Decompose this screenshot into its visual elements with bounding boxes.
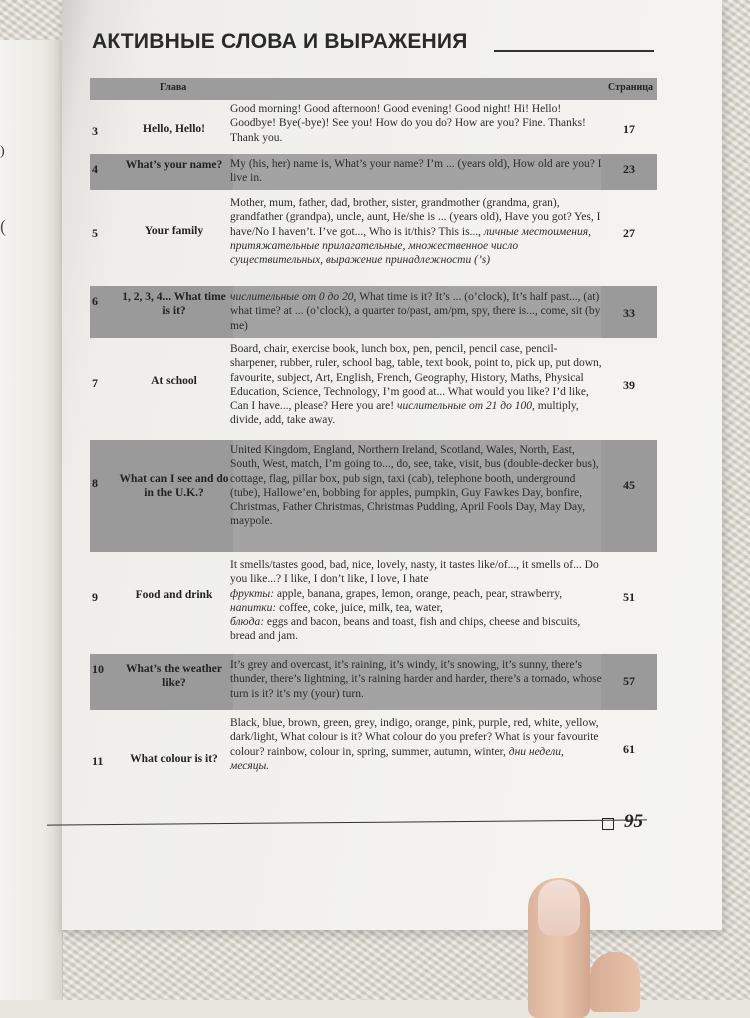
- row-number: 8: [92, 476, 98, 490]
- book-page: [62, 0, 722, 930]
- left-page-mark: ): [0, 144, 5, 159]
- dishes-label: блюда:: [230, 616, 265, 629]
- fruits-label: фрукты:: [230, 587, 275, 600]
- row-chapter: Hello, Hello!: [143, 123, 205, 135]
- finger-image: [590, 952, 640, 1012]
- dishes-list: eggs and bacon, beans and toast, fish and chips, cheese and biscuits, bread and jam.: [230, 616, 581, 643]
- row-number: 9: [92, 590, 98, 604]
- row-text-plain: What time is it? It’s ... (o’clock), It’s half past..., (at) what time? at ... (o’clock), a quarter to/past, am/pm, spy, there is..., come, sit (by me): [230, 291, 601, 332]
- fruits-list: apple, banana, grapes, lemon, orange, peach, pear, strawberry,: [276, 587, 563, 600]
- row-text: My (his, her) name is, What’s your name? I’m ... (years old), How old are you? I live in.: [230, 158, 602, 185]
- row-page: 33: [623, 306, 635, 320]
- row-number: 10: [92, 662, 104, 676]
- row-text: [230, 290, 602, 333]
- row-text-italic: дни недели, месяцы.: [230, 745, 564, 772]
- row-text-tail: multiply, divide, add, take away.: [230, 400, 579, 427]
- square-icon: [602, 818, 614, 830]
- row-text: Good morning! Good afternoon! Good evening! Good night! Hi! Hello! Goodbye! Bye(-bye)! See you! How do you do? How are you? Fine. Thanks! Thank you.: [230, 103, 586, 144]
- row-text: United Kingdom, England, Northern Ireland, Scotland, Wales, North, East, South, West, match, I’m going to..., do, see, take, visit, bus (double-decker bus), cottage, flag, pillar box, pub sign, taxi (cab), telephone booth, underground (tube), Hallowe’en, bobbing for apples, pumpkin, Guy Fawkes Day, bonfire, Christmas, Father Christmas, Christmas Pudding, April Fools Day, May Day, maypole.: [230, 444, 599, 528]
- row-chapter: What’s the weather like?: [125, 663, 223, 690]
- row-page: 27: [623, 226, 635, 240]
- row-text-plain: It smells/tastes good, bad, nice, lovely, nasty, it tastes like/of..., it smells of... Do you like...? I like, I don’t like, I love, I hate: [230, 559, 599, 586]
- table-row: [62, 340, 722, 436]
- header-chapter: Глава: [160, 82, 187, 93]
- row-number: 7: [92, 376, 98, 390]
- row-chapter: Food and drink: [135, 589, 213, 601]
- row-number: 5: [92, 226, 98, 240]
- title-rule: [494, 50, 654, 52]
- footer-rule: [47, 819, 647, 825]
- row-page: 51: [623, 590, 635, 604]
- row-text-plain: Board, chair, exercise book, lunch box, pen, pencil, pencil case, pencil-sharpener, rubber, ruler, school bag, table, text book, point to, pick up, put down, favourite, subject, Art, English, French, Geography, History, Maths, Physical Education, Science, Technology, I’m good at... What would you like? I’d like, Can I have..., please? Here you are!: [230, 343, 602, 413]
- row-page: 17: [623, 122, 635, 136]
- row-chapter: Your family: [144, 225, 204, 237]
- row-text-italic: числительные от 21 до 100,: [397, 400, 535, 413]
- table-row: [62, 654, 722, 710]
- row-chapter: At school: [151, 375, 197, 387]
- drinks-list: coffee, coke, juice, milk, tea, water,: [279, 601, 443, 614]
- table-row: [62, 440, 722, 552]
- left-page-mark: (: [0, 216, 6, 236]
- row-text-italic: числительные от 0 до 20,: [230, 291, 357, 303]
- row-chapter: What colour is it?: [130, 753, 218, 765]
- row-chapter: 1, 2, 3, 4... What time is it?: [122, 291, 226, 318]
- drinks-label: напитки:: [230, 601, 277, 614]
- row-page: 57: [623, 674, 635, 688]
- row-number: 3: [92, 124, 98, 138]
- page-title: АКТИВНЫЕ СЛОВА И ВЫРАЖЕНИЯ: [92, 30, 468, 53]
- table-row: [62, 100, 722, 156]
- row-page: 23: [623, 162, 635, 176]
- row-page: 39: [623, 378, 635, 392]
- table-row: [62, 194, 722, 280]
- row-band: [601, 440, 657, 552]
- row-text-plain: Black, blue, brown, green, grey, indigo, orange, pink, purple, red, white, yellow, dark/light, What colour is it? What colour do you prefer? What is your favourite colour? rainbow, colour in, spring, summer, autumn, winter,: [230, 717, 599, 758]
- row-text: [230, 716, 602, 773]
- row-text: [230, 196, 602, 267]
- row-number: 6: [92, 294, 98, 308]
- row-number: 11: [92, 754, 104, 768]
- table-row: [62, 556, 722, 648]
- table-row: [62, 286, 722, 338]
- row-text-plain: Mother, mum, father, dad, brother, sister, grandmother (grandma, gran), grandfather (grandpa), uncle, aunt, He/she is ... (years old), Have you got? Yes, I have/No I haven’t. I’ve got..., Who is it/this? This is...,: [230, 197, 601, 238]
- row-page: 61: [623, 742, 635, 756]
- row-text-italic: личные местоимения, притяжательные прилагательные, множественное число существительных, выражение принадлежности (’s): [230, 225, 591, 267]
- table-row: [62, 714, 722, 804]
- table-row: [62, 154, 722, 190]
- row-text: [230, 342, 602, 428]
- row-number: 4: [92, 162, 98, 176]
- table-header: [90, 78, 657, 100]
- header-page: Страница: [608, 82, 653, 93]
- row-page: 45: [623, 478, 635, 492]
- left-page-edge: [0, 40, 63, 1000]
- row-text: [230, 558, 602, 644]
- page-number: 95: [624, 811, 643, 832]
- row-text: It’s grey and overcast, it’s raining, it’s windy, it’s snowing, it’s sunny, there’s thunder, there’s lightning, it’s raining harder and harder, there’s a tornado, whose turn is it? it’s my (your) turn.: [230, 659, 602, 700]
- row-chapter: What’s your name?: [125, 159, 223, 171]
- finger-nail-image: [538, 880, 580, 936]
- row-chapter: What can I see and do in the U.K.?: [119, 473, 229, 500]
